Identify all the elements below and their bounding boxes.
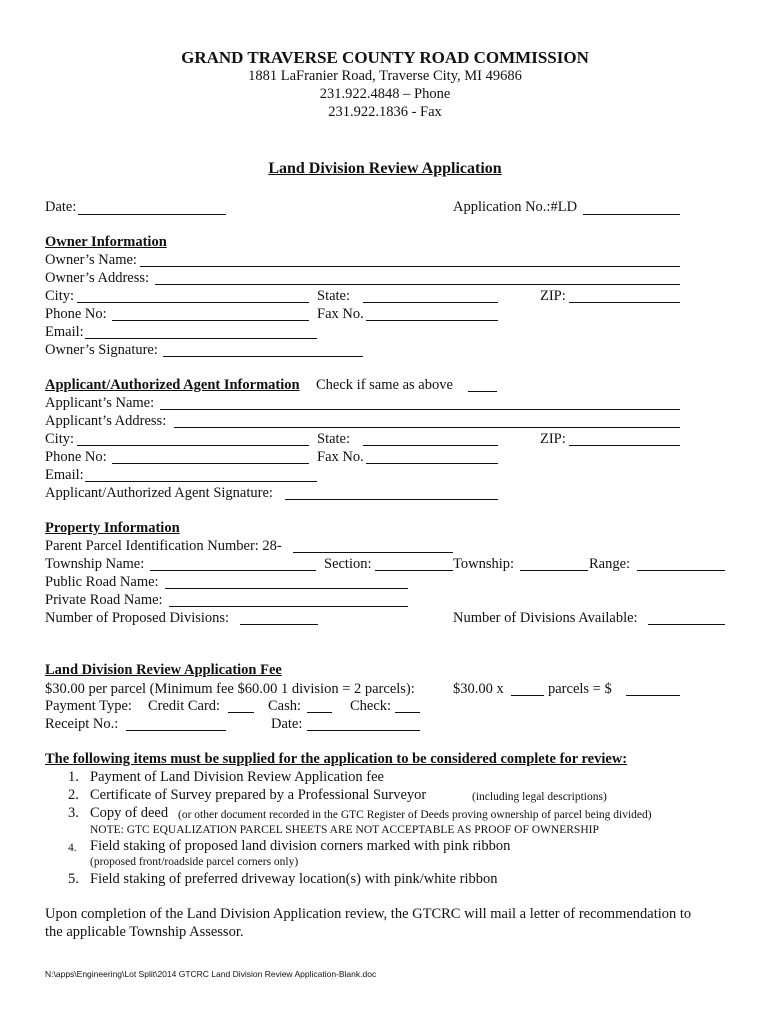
requirement-4-number: 4. bbox=[68, 842, 77, 854]
requirement-2-number: 2. bbox=[68, 787, 79, 803]
parcel-id-field[interactable] bbox=[293, 552, 453, 553]
requirement-4-subnote: (proposed front/roadside parcel corners only) bbox=[90, 856, 299, 868]
check-field[interactable] bbox=[395, 712, 420, 713]
proposed-divisions-field[interactable] bbox=[240, 624, 318, 625]
township-field[interactable] bbox=[520, 570, 588, 571]
applicant-state-field[interactable] bbox=[363, 445, 498, 446]
footer-file-path: N:\apps\Engineering\Lot Split\2014 GTCRC Land Division Review Application-Blank.doc bbox=[45, 969, 377, 979]
organization-name: GRAND TRAVERSE COUNTY ROAD COMMISSION bbox=[181, 48, 589, 67]
owner-email-field[interactable] bbox=[85, 338, 317, 339]
owner-state-field[interactable] bbox=[363, 302, 498, 303]
owner-name-field[interactable] bbox=[140, 266, 680, 267]
application-no-field[interactable] bbox=[583, 214, 680, 215]
owner-email-label: Email: bbox=[45, 324, 84, 340]
fee-parcels-field[interactable] bbox=[511, 695, 544, 696]
fee-calc-parcels: parcels = $ bbox=[548, 681, 612, 697]
owner-phone-label: Phone No: bbox=[45, 306, 107, 322]
organization-fax: 231.922.1836 - Fax bbox=[328, 104, 442, 120]
range-field[interactable] bbox=[637, 570, 725, 571]
requirement-3-note: (or other document recorded in the GTC Register of Deeds proving ownership of parcel being divided) bbox=[178, 809, 652, 821]
owner-signature-label: Owner’s Signature: bbox=[45, 342, 158, 358]
fee-calc-rate: $30.00 x bbox=[453, 681, 504, 697]
applicant-city-label: City: bbox=[45, 431, 75, 447]
organization-phone: 231.922.4848 – Phone bbox=[319, 86, 451, 102]
applicant-email-label: Email: bbox=[45, 467, 84, 483]
owner-city-field[interactable] bbox=[77, 302, 309, 303]
requirement-3-number: 3. bbox=[68, 805, 79, 821]
fee-total-field[interactable] bbox=[626, 695, 680, 696]
section-field[interactable] bbox=[375, 570, 453, 571]
owner-state-label: State: bbox=[317, 288, 351, 304]
private-road-label: Private Road Name: bbox=[45, 592, 163, 608]
closing-line-1: Upon completion of the Land Division Application review, the GTCRC will mail a letter of recommendation to bbox=[45, 906, 692, 922]
requirement-2-text: Certificate of Survey prepared by a Professional Surveyor bbox=[90, 787, 427, 803]
applicant-section-heading: Applicant/Authorized Agent Information bbox=[45, 377, 300, 393]
applicant-signature-label: Applicant/Authorized Agent Signature: bbox=[45, 485, 273, 501]
available-divisions-field[interactable] bbox=[648, 624, 725, 625]
owner-zip-label: ZIP: bbox=[540, 288, 566, 304]
private-road-field[interactable] bbox=[169, 606, 408, 607]
organization-address: 1881 LaFranier Road, Traverse City, MI 49686 bbox=[248, 68, 522, 84]
receipt-no-label: Receipt No.: bbox=[45, 716, 119, 732]
owner-phone-field[interactable] bbox=[112, 320, 309, 321]
requirement-1-text: Payment of Land Division Review Application fee bbox=[90, 769, 384, 785]
section-label: Section: bbox=[324, 556, 372, 572]
requirements-heading: The following items must be supplied for the application to be considered complete for review: bbox=[45, 751, 628, 767]
applicant-email-field[interactable] bbox=[85, 481, 317, 482]
credit-card-field[interactable] bbox=[228, 712, 254, 713]
owner-address-label: Owner’s Address: bbox=[45, 270, 150, 286]
owner-fax-field[interactable] bbox=[366, 320, 498, 321]
owner-address-field[interactable] bbox=[155, 284, 680, 285]
applicant-phone-label: Phone No: bbox=[45, 449, 107, 465]
check-label: Check: bbox=[350, 698, 392, 714]
requirement-2-note: (including legal descriptions) bbox=[472, 791, 607, 803]
requirement-5-text: Field staking of preferred driveway location(s) with pink/white ribbon bbox=[90, 871, 498, 887]
application-no-label: Application No.:#LD bbox=[453, 199, 578, 215]
requirement-5-number: 5. bbox=[68, 871, 79, 887]
closing-line-2: the applicable Township Assessor. bbox=[45, 924, 244, 940]
applicant-name-field[interactable] bbox=[160, 409, 680, 410]
fee-section-heading: Land Division Review Application Fee bbox=[45, 662, 282, 678]
requirement-3-text: Copy of deed bbox=[90, 805, 169, 821]
owner-city-label: City: bbox=[45, 288, 75, 304]
applicant-fax-label: Fax No. bbox=[317, 449, 364, 465]
same-as-above-checkbox[interactable] bbox=[468, 391, 497, 392]
township-label: Township: bbox=[453, 556, 515, 572]
applicant-phone-field[interactable] bbox=[112, 463, 309, 464]
township-name-label: Township Name: bbox=[45, 556, 145, 572]
cash-field[interactable] bbox=[307, 712, 332, 713]
applicant-signature-field[interactable] bbox=[285, 499, 498, 500]
owner-signature-field[interactable] bbox=[163, 356, 363, 357]
form-title: Land Division Review Application bbox=[268, 160, 502, 177]
receipt-no-field[interactable] bbox=[126, 730, 226, 731]
owner-fax-label: Fax No. bbox=[317, 306, 364, 322]
applicant-address-label: Applicant’s Address: bbox=[45, 413, 167, 429]
payment-type-label: Payment Type: bbox=[45, 698, 132, 714]
requirement-3-subnote: NOTE: GTC EQUALIZATION PARCEL SHEETS ARE NOT ACCEPTABLE AS PROOF OF OWNERSHIP bbox=[90, 824, 599, 836]
applicant-fax-field[interactable] bbox=[366, 463, 498, 464]
date-label: Date: bbox=[45, 199, 77, 215]
credit-card-label: Credit Card: bbox=[148, 698, 221, 714]
applicant-city-field[interactable] bbox=[77, 445, 309, 446]
requirement-4-text: Field staking of proposed land division corners marked with pink ribbon bbox=[90, 838, 511, 854]
township-name-field[interactable] bbox=[150, 570, 316, 571]
range-label: Range: bbox=[589, 556, 631, 572]
applicant-state-label: State: bbox=[317, 431, 351, 447]
public-road-label: Public Road Name: bbox=[45, 574, 159, 590]
requirement-1-number: 1. bbox=[68, 769, 79, 785]
applicant-zip-label: ZIP: bbox=[540, 431, 566, 447]
cash-label: Cash: bbox=[268, 698, 302, 714]
owner-section-heading: Owner Information bbox=[45, 234, 167, 250]
receipt-date-field[interactable] bbox=[307, 730, 420, 731]
date-field[interactable] bbox=[78, 214, 226, 215]
applicant-address-field[interactable] bbox=[174, 427, 680, 428]
proposed-divisions-label: Number of Proposed Divisions: bbox=[45, 610, 230, 626]
receipt-date-label: Date: bbox=[271, 716, 303, 732]
applicant-name-label: Applicant’s Name: bbox=[45, 395, 155, 411]
same-as-above-label: Check if same as above bbox=[316, 377, 453, 393]
public-road-field[interactable] bbox=[165, 588, 408, 589]
owner-name-label: Owner’s Name: bbox=[45, 252, 137, 268]
property-section-heading: Property Information bbox=[45, 520, 180, 536]
applicant-zip-field[interactable] bbox=[569, 445, 680, 446]
available-divisions-label: Number of Divisions Available: bbox=[453, 610, 638, 626]
parcel-id-label: Parent Parcel Identification Number: 28- bbox=[45, 538, 282, 554]
owner-zip-field[interactable] bbox=[569, 302, 680, 303]
fee-rate-text: $30.00 per parcel (Minimum fee $60.00 1 division = 2 parcels): bbox=[45, 681, 415, 697]
